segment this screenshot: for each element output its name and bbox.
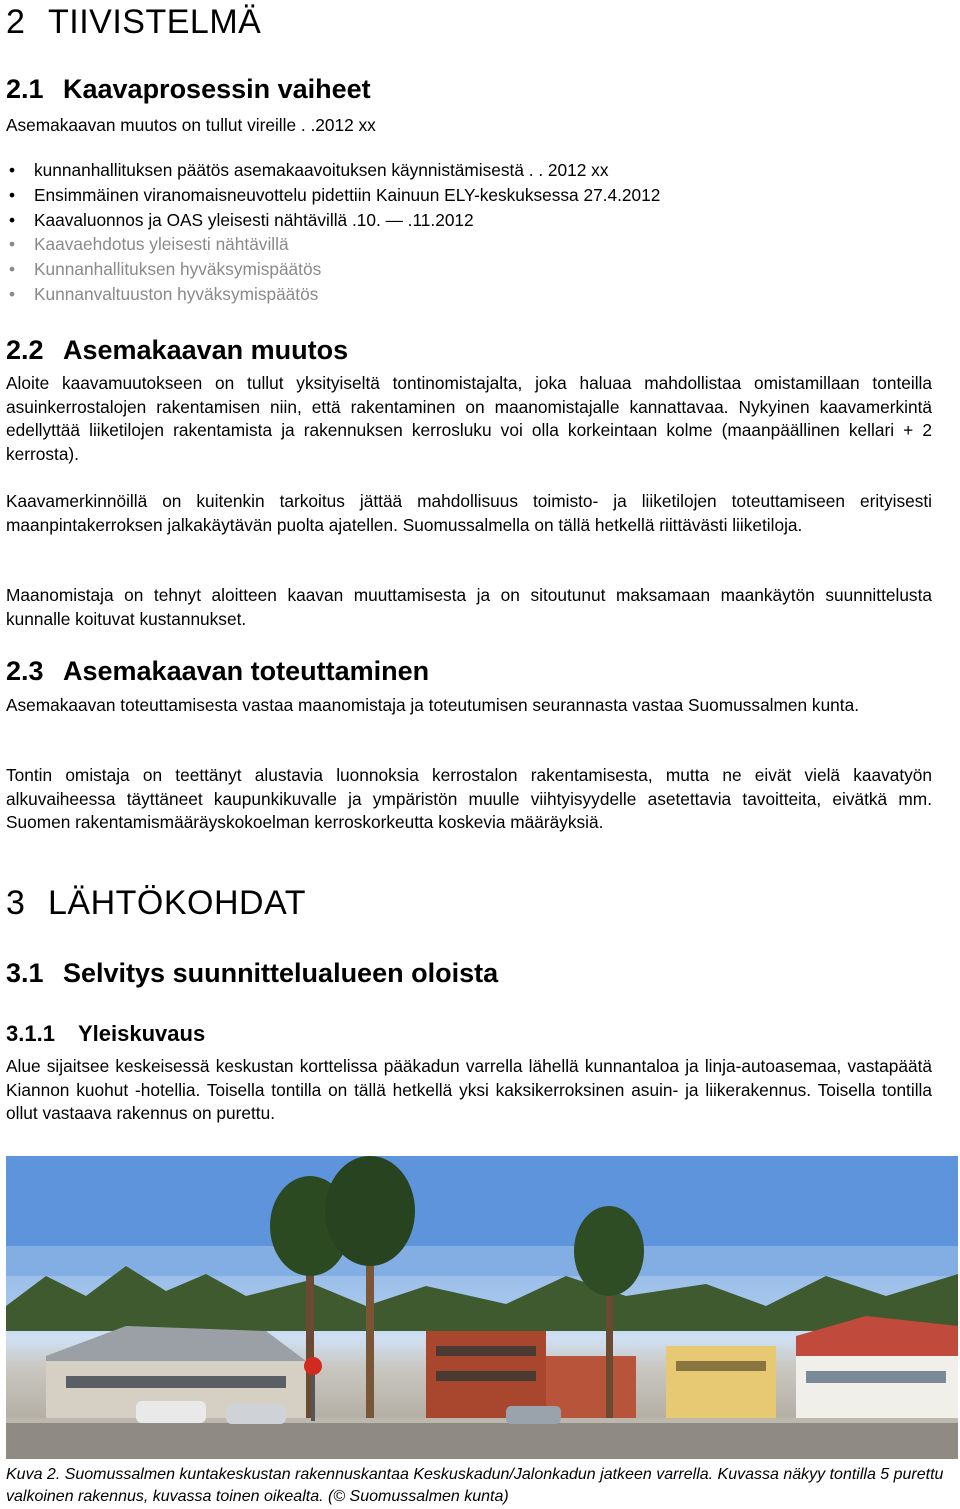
- bullet-icon: •: [9, 160, 16, 180]
- bullet-icon: •: [9, 209, 16, 230]
- section-2-3-paragraph-1: Asemakaavan toteuttamisesta vastaa maanomistaja ja toteutumisen seurannasta vastaa Suomussalmen kunta.: [6, 695, 860, 715]
- heading-section-2: 2 TIIVISTELMÄ: [6, 3, 262, 41]
- street-photo-illustration: [6, 1156, 958, 1459]
- street-photo: [6, 1156, 958, 1459]
- bullet-icon: •: [9, 259, 16, 280]
- process-steps-list: [6, 158, 932, 307]
- section-2-2-paragraph-1: Aloite kaavamuutokseen on tullut yksityiseltä tontinomistajalta, joka haluaa mahdollistaa omistamillaan tonteilla asuinkerrostalojen rakentamisen niin, että rakentaminen on maanomistajalle kannattavaa. Nykyinen kaavamerkintä edellyttää liiketilojen rakentamista ja rakennuksen kerrosluku voi olla korkeintaan kolme (maanpäällinen kellari + 2 kerrosta).: [6, 373, 932, 464]
- vireille-paragraph: Asemakaavan muutos on tullut vireille . .2012 xx: [6, 115, 376, 135]
- heading-section-2-3: 2.3 Asemakaavan toteuttaminen: [6, 656, 430, 686]
- section-2-3-paragraph-2: Tontin omistaja on teettänyt alustavia luonnoksia kerrostalon rakentamisesta, mutta ne eivät vielä kaavatyön alkuvaiheessa täyttäneet kaupunkikuvalle ja ympäristön muulle viihtyisyydelle asetettavia tavoitteita, eivätkä mm. Suomen rakentamismääräyskokoelman kerroskorkeutta koskevia määräyksiä.: [6, 765, 932, 832]
- heading-section-3-1: 3.1 Selvitys suunnittelualueen oloista: [6, 958, 499, 988]
- section-2-2-paragraph-2: Kaavamerkinnöillä on kuitenkin tarkoitus jättää mahdollisuus toimisto- ja liiketilojen toteuttamiseen erityisesti maanpintakerroksen jalkakäytävän puolta ajatellen. Suomussalmella on tällä hetkellä riittävästi liiketiloja.: [6, 491, 932, 535]
- process-step: • Kaavaehdotus yleisesti nähtävillä: [6, 232, 932, 257]
- process-step: • Ensimmäinen viranomaisneuvottelu pidettiin Kainuun ELY-keskuksessa 27.4.2012: [6, 183, 932, 208]
- section-2-2-paragraph-3: Maanomistaja on tehnyt aloitteen kaavan muuttamisesta ja on sitoutunut maksamaan maankäytön suunnittelusta kunnalle koituvat kustannukset.: [6, 585, 932, 629]
- section-3-1-1-paragraph: Alue sijaitsee keskeisessä keskustan korttelissa pääkadun varrella lähellä kunnantaloa ja linja-autoasemaa, vastapäätä Kiannon kuohut -hotellia. Toisella tontilla on tällä hetkellä yksi kaksikerroksinen asuin- ja liikerakennus. Toisella tontilla ollut vastaava rakennus on purettu.: [6, 1056, 932, 1123]
- process-step: • Kaavaluonnos ja OAS yleisesti nähtävillä .10. — .11.2012: [6, 208, 932, 233]
- bullet-icon: •: [9, 283, 16, 304]
- heading-section-2-2: 2.2 Asemakaavan muutos: [6, 335, 349, 365]
- process-step: • Kunnanhallituksen hyväksymispäätös: [6, 257, 932, 282]
- process-step: • Kunnanvaltuuston hyväksymispäätös: [6, 282, 932, 307]
- figure-caption: Kuva 2. Suomussalmen kuntakeskustan rakennuskantaa Keskuskadun/Jalonkadun jatkeen varrella. Kuvassa näkyy tontilla 5 purettu valkoinen rakennus, kuvassa toinen oikealta. (© Suomussalmen kunta): [6, 1466, 944, 1505]
- bullet-icon: •: [9, 234, 16, 255]
- heading-section-3-1-1: 3.1.1 Yleiskuvaus: [6, 1021, 206, 1046]
- bullet-icon: •: [9, 184, 16, 205]
- heading-section-2-1: 2.1 Kaavaprosessin vaiheet: [6, 74, 371, 104]
- process-step: • kunnanhallituksen päätös asemakaavoituksen käynnistämisestä . . 2012 xx: [6, 158, 932, 183]
- heading-section-3: 3 LÄHTÖKOHDAT: [6, 884, 307, 922]
